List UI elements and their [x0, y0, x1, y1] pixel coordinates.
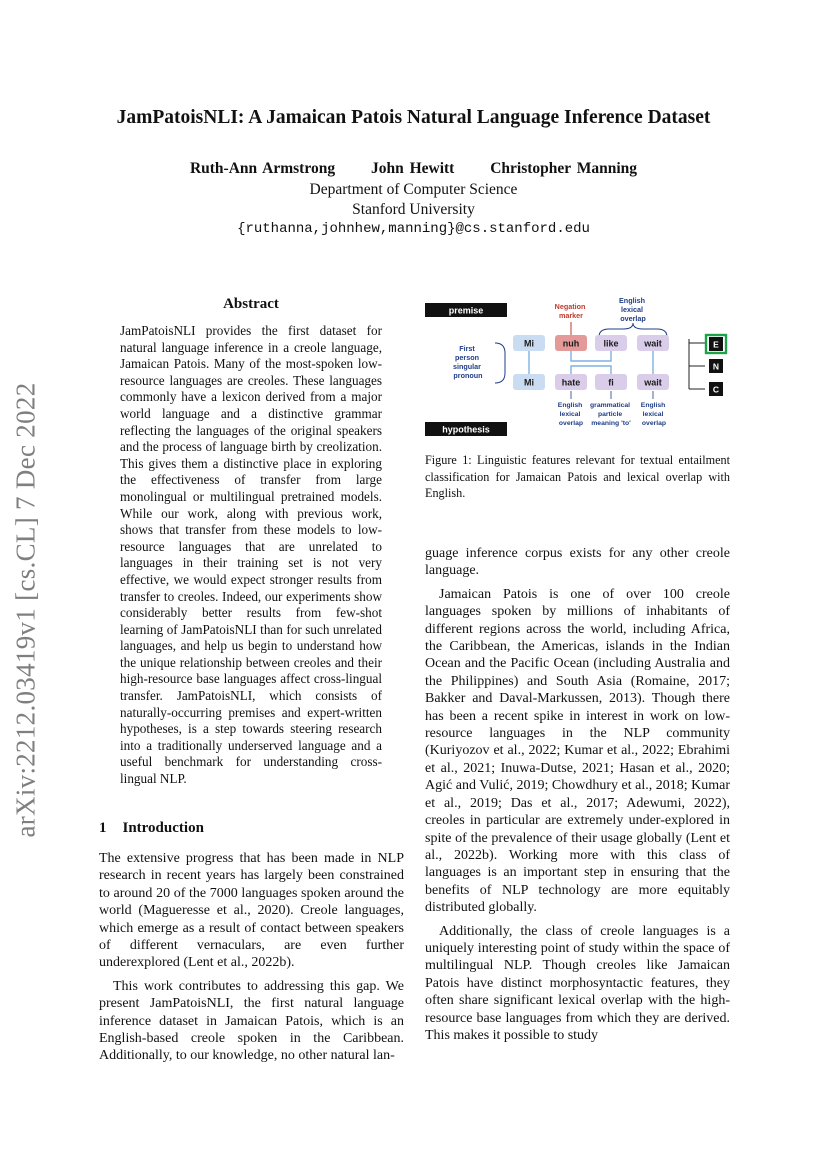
bottom-note-pointers — [571, 391, 653, 399]
paragraph: Additionally, the class of creole languages is a uniquely interesting point of study within the space of multilingual NLP. Though creoles like Jamaican Patois have distinct morphosyntactic features, they often share significant lexical overlap with the high-resource base languages from which they are derived. This makes it possible to study — [425, 923, 730, 1043]
word-alignment-lines — [529, 351, 653, 374]
arxiv-stamp: arXiv:2212.03419v1 [cs.CL] 7 Dec 2022 — [10, 382, 41, 838]
affiliation-university: Stanford University — [352, 201, 475, 218]
hypothesis-word: fi — [608, 377, 614, 388]
hypothesis-word: hate — [561, 377, 581, 388]
paragraph: The extensive progress that has been made in NLP research in recent years has largely been constrained to around 20 of the 7000 languages spoken around the world (Magueresse et al., 2020). Creole languages, which emerge as a result of contact between speakers of different vernaculars, are even further underexplored (Lent et al., 2022b). — [99, 851, 404, 971]
section-title: Introduction — [122, 820, 204, 836]
hypothesis-label: hypothesis — [442, 424, 490, 435]
hypothesis-word: wait — [644, 377, 662, 388]
author-list — [0, 160, 827, 178]
premise-word: wait — [644, 338, 662, 349]
first-person-note: First person singular pronoun — [453, 344, 483, 380]
author-name: John Hewitt — [370, 160, 455, 177]
label-neutral: N — [712, 361, 720, 372]
hypothesis-word: Mi — [524, 377, 534, 388]
bottom-note-grammatical-particle: grammatical particle meaning 'to' — [590, 402, 631, 427]
author-email: {ruthanna,johnhew,manning}@cs.stanford.edu — [237, 221, 590, 237]
premise-word: nuh — [562, 338, 580, 349]
premise-word: like — [603, 338, 619, 349]
section-heading — [99, 820, 204, 837]
label-connector — [689, 339, 705, 389]
premise-word: Mi — [524, 338, 534, 349]
paragraph: guage inference corpus exists for any other creole language. — [425, 546, 730, 579]
english-overlap-note-top: English lexical overlap — [619, 296, 646, 323]
negation-note: Negation marker — [554, 302, 586, 320]
label-entailment: E — [713, 339, 719, 350]
paragraph: Jamaican Patois is one of over 100 creole languages spoken by millions of inhabitants of different regions across the world, including Africa, the Caribbean, the Americas, islands in the Indian Ocean and the Pacific Ocean (including Australia and the Philippines) and South Asia (Romaine, 2017; Bakker and Daval-Markussen, 2013). Though there has been a recent spike in interest in work on low-resource languages in the NLP community (Kuriyozov et al., 2022; Kumar et al., 2022; Ebrahimi et al., 2021; Inuwa-Dutse, 2021; Hasan et al., 2020; Agić and Vulić, 2019; Chowdhury et al., 2018; Kumar et al., 2019; Das et al., 2017; Adewumi, 2022), creoles in particular are extremely under-explored in spite of the prevalence of their usage globally (Lent et al., 2022b). Working more with this class of languages is an important step in ensuring that the benefits of NLP technology are more equitably distributed globally. — [425, 586, 730, 916]
figure-caption: Figure 1: Linguistic features relevant for textual entailment classification for Jamaican Patois and lexical overlap with English. — [425, 453, 730, 500]
abstract-text: JamPatoisNLI provides the first dataset for natural language inference in a creole language, Jamaican Patois. Many of the most-spoken low-resource languages are creoles. These languages commonly have a lexicon derived from a major world language and a distinctive grammar reflecting the languages of the original speakers and the process of language birth by creolization. This gives them a distinctive place in exploring the effectiveness of transfer from large monolingual or multilingual pretrained models. While our work, along with previous work, shows that transfer from these models to low-resource languages that are unrelated to languages in their training set is not very effective, we would expect stronger results from transfer to creoles. Indeed, our experiments show considerably better results from few-shot learning of JamPatoisNLI than for such unrelated languages, and help us begin to understand how the unique relationship between creoles and their high-resource base languages affect cross-lingual transfer. JamPatoisNLI, which consists of naturally-occurring premises and expert-written hypotheses, is a step towards steering research into a traditionally underserved language and a useful benchmark for understanding cross-lingual NLP. — [120, 323, 382, 787]
label-contradiction: C — [712, 384, 720, 395]
bottom-note-english-overlap: English lexical overlap — [640, 402, 667, 427]
premise-label: premise — [448, 305, 484, 316]
bottom-note-english-overlap: English lexical overlap — [557, 402, 584, 427]
author-name: Christopher Manning — [490, 160, 638, 177]
section-number: 1 — [99, 820, 107, 836]
english-overlap-brace — [599, 323, 667, 337]
abstract-heading: Abstract — [223, 296, 279, 312]
paragraph: This work contributes to addressing this gap. We present JamPatoisNLI, the first natural language inference dataset in Jamaican Patois, which is an English-based creole spoken in the Caribbean. Additionally, to our knowledge, no other natural lan- — [99, 978, 404, 1064]
first-person-bracket — [495, 343, 505, 383]
intro-column-right — [425, 545, 730, 1044]
author-name: Ruth-Ann Armstrong — [189, 160, 336, 177]
paper-title: JamPatoisNLI: A Jamaican Patois Natural Language Inference Dataset — [116, 107, 711, 128]
intro-column-left — [99, 850, 404, 1065]
figure-1-diagram — [423, 295, 733, 443]
affiliation-department: Department of Computer Science — [309, 181, 518, 198]
